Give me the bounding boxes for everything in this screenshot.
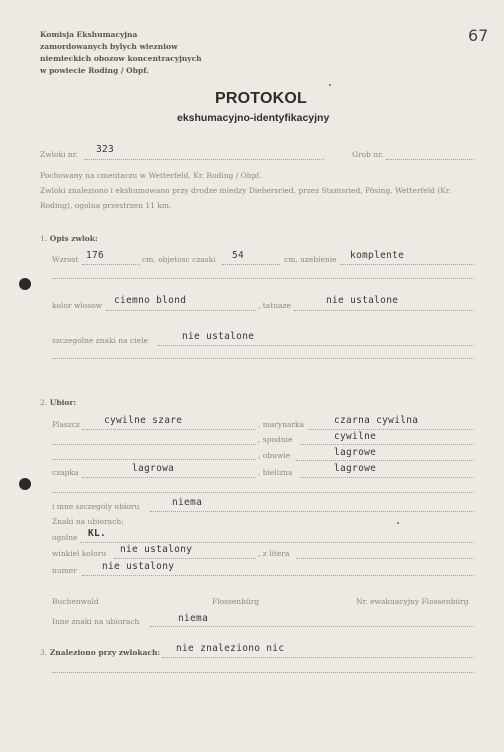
wzrost-label: Wzrost [52, 255, 79, 264]
flossenburg-label: Flossenbürg [212, 597, 260, 606]
document-subtitle: ekshumacyjno-identyfikacyjny [177, 112, 330, 124]
org-line-2: zamordowanych bylych wiezniow [40, 42, 178, 51]
obuwie-label: , obuwie [258, 451, 291, 460]
blank-line [52, 672, 474, 673]
blank-line [52, 278, 474, 279]
plaszcz-underline [82, 429, 256, 430]
inne-znaki-underline [150, 626, 474, 627]
znaleziono-text-1: Zwloki znaleziono i ekshumowano przy drodze miedzy Diebersried, przez Stamsried, Pösing, Wetterfeld (Kr. [40, 186, 452, 195]
numer-value: nie ustalony [102, 561, 175, 572]
marynarka-label: , marynarka [258, 420, 305, 429]
tatuaze-underline [294, 310, 474, 311]
org-line-3: niemieckich obozow koncentracyjnych [40, 54, 202, 63]
section-2-title: Ubior: [49, 398, 77, 407]
znaleziono-text-2: Roding), ogolna przestrzen 11 km. [40, 201, 172, 210]
znaki-ubiorach-label: Znaki na ubiorach: [52, 517, 124, 526]
tatuaze-label: , tatuaze [258, 301, 291, 310]
spodnie-value: cywilne [334, 431, 377, 442]
znaki-label: szczegolne znaki na ciele [52, 336, 148, 345]
winkiel-label: winkiel koloru [52, 549, 107, 558]
marynarka-underline [308, 429, 474, 430]
obuwie-underline [296, 460, 474, 461]
grob-underline [386, 159, 474, 160]
winkiel-value: nie ustalony [120, 544, 193, 555]
zwloki-label: Zwloki nr. [40, 150, 78, 159]
tatuaze-value: nie ustalone [326, 295, 399, 306]
section-1-heading [40, 234, 98, 243]
buchenwald-label: Buchenwald [52, 597, 99, 606]
kolor-label: kolor wlosow [52, 301, 103, 310]
uzebienie-underline [340, 264, 474, 265]
spodnie-label: , spodnie [258, 435, 293, 444]
page-number: 67 [468, 26, 489, 45]
inne-underline [150, 511, 474, 512]
uzebienie-label: cm, uzebienie [284, 255, 337, 264]
czapka-underline [82, 477, 256, 478]
section-3-value: nie znaleziono nic [176, 643, 285, 654]
blank-line [52, 459, 256, 460]
blank-line [52, 444, 256, 445]
punch-hole [19, 278, 31, 290]
ogolne-label: ogolne [52, 533, 78, 542]
section-1-title: Opis zwlok: [49, 234, 98, 243]
section-1-number: 1. [40, 234, 48, 243]
czaszka-value: 54 [232, 250, 245, 261]
inne-value: niema [172, 497, 203, 508]
section-3-heading [40, 648, 160, 657]
uzebienie-value: komplente [350, 250, 405, 261]
blank-line [52, 492, 474, 493]
czapka-label: czapka [52, 468, 79, 477]
zwloki-underline [84, 159, 324, 160]
numer-underline [82, 575, 474, 576]
kolor-value: ciemno blond [114, 295, 187, 306]
znaki-underline [158, 345, 474, 346]
wzrost-underline [82, 264, 140, 265]
bielizna-value: lagrowe [334, 463, 377, 474]
spodnie-underline [300, 444, 474, 445]
section-3-number: 3. [40, 648, 48, 657]
numer-label: numer [52, 566, 77, 575]
org-line-4: w powiecie Roding / Obpf. [40, 66, 149, 75]
inne-label: i inne szczegoly ubioru [52, 502, 140, 511]
ogolne-underline [80, 542, 474, 543]
marynarka-value: czarna cywilna [334, 415, 419, 426]
paper-speck [329, 84, 331, 86]
wzrost-value: 176 [86, 250, 105, 261]
czapka-value: lagrowa [132, 463, 175, 474]
czaszka-underline [222, 264, 280, 265]
blank-line [52, 358, 474, 359]
punch-hole [19, 478, 31, 490]
kolor-underline [106, 310, 256, 311]
section-2-heading [40, 398, 76, 407]
section-2-number: 2. [40, 398, 48, 407]
czaszka-label: cm, objetosc czaski [142, 255, 216, 264]
plaszcz-label: Plaszcz [52, 420, 80, 429]
z-litera-underline [296, 558, 474, 559]
section-3-underline [162, 657, 474, 658]
znaki-value: nie ustalone [182, 331, 255, 342]
section-3-title: Znaleziono przy zwlokach: [49, 648, 161, 657]
pochowany-text: Pochowany na cmentarzu w Wetterfeld, Kr. Roding / Obpf. [40, 171, 262, 180]
ogolne-value: KL. [88, 528, 107, 539]
plaszcz-value: cywilne szare [104, 415, 183, 426]
paper-speck [397, 522, 399, 524]
z-litera-label: , z litera [258, 549, 290, 558]
org-line-1: Komisja Ekshumacyjna [40, 30, 138, 39]
inne-znaki-value: niema [178, 613, 209, 624]
zwloki-value: 323 [96, 144, 115, 155]
bielizna-label: , bielizna [258, 468, 293, 477]
document-title: PROTOKOL [215, 90, 307, 107]
bielizna-underline [300, 477, 474, 478]
winkiel-underline [114, 558, 256, 559]
grob-label: Grob nr. [352, 150, 384, 159]
obuwie-value: lagrowe [334, 447, 377, 458]
ewakuacyjny-label: Nr. ewakuacyjny Flossenbürg [356, 597, 469, 606]
inne-znaki-label: Inne znaki na ubiorach [52, 617, 140, 626]
